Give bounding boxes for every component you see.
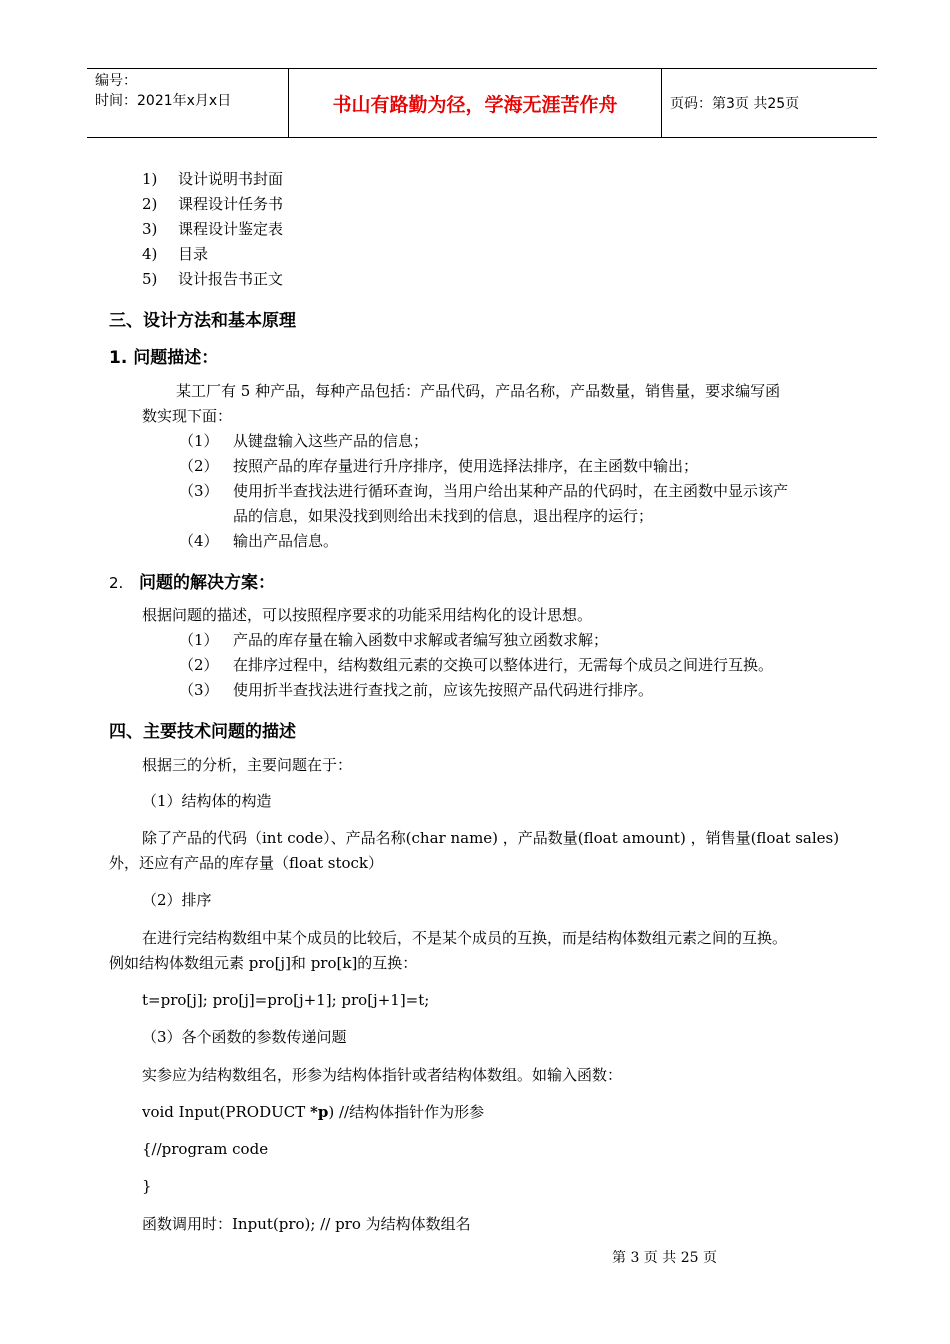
code-line: void Input(PRODUCT *p) //结构体指针作为形参	[142, 1103, 485, 1121]
list-item: （2） 按照产品的库存量进行升序排序，使用选择法排序，在主函数中输出；	[179, 457, 699, 475]
paragraph: （3）各个函数的参数传递问题	[142, 1028, 347, 1046]
paragraph: 除了产品的代码（int code）、产品名称(char name) ，产品数量(float amount) ，销售量(float sales)	[142, 829, 840, 847]
section-4-title: 四、主要技术问题的描述	[109, 722, 296, 742]
paragraph: 根据三的分析，主要问题在于：	[142, 756, 353, 774]
list-item: （3） 使用折半查找法进行查找之前，应该先按照产品代码进行排序。	[179, 681, 654, 699]
paragraph: 根据问题的描述，可以按照程序要求的功能采用结构化的设计思想。	[142, 606, 593, 624]
list-item: （1） 产品的库存量在输入函数中求解或者编写独立函数求解；	[179, 631, 609, 649]
paragraph: 数实现下面：	[142, 407, 233, 425]
paragraph: （2）排序	[142, 891, 212, 909]
code-line: t=pro[j]; pro[j]=pro[j+1]; pro[j+1]=t;	[142, 991, 430, 1009]
page-footer: 第 3 页 共 25 页	[612, 1250, 717, 1266]
section-3-title: 三、设计方法和基本原理	[109, 311, 296, 331]
list-item: （1） 从键盘输入这些产品的信息；	[179, 432, 429, 450]
code-line: {//program code	[142, 1140, 269, 1158]
list-item: 品的信息，如果没找到则给出未找到的信息，退出程序的运行；	[233, 507, 654, 525]
list-item: （2） 在排序过程中，结构数组元素的交换可以整体进行，无需每个成员之间进行互换。	[179, 656, 774, 674]
paragraph: 例如结构体数组元素 pro[j]和 pro[k]的互换：	[109, 954, 418, 972]
subsection-1-title: 1. 问题描述：	[109, 348, 219, 368]
toc-item: 4) 目录	[142, 245, 209, 263]
paragraph: （1）结构体的构造	[142, 792, 272, 810]
code-line: 函数调用时：Input(pro); // pro 为结构体数组名	[142, 1215, 471, 1233]
code-line: }	[142, 1177, 152, 1195]
paragraph: 在进行完结构数组中某个成员的比较后，不是某个成员的互换，而是结构体数组元素之间的互换。	[142, 929, 788, 947]
paragraph: 外，还应有产品的库存量（float stock）	[109, 854, 384, 872]
paragraph: 某工厂有 5 种产品，每种产品包括：产品代码，产品名称，产品数量，销售量，要求编写函	[176, 382, 781, 400]
toc-item: 3) 课程设计鉴定表	[142, 220, 284, 238]
header-time: 时间：2021年x月x日	[95, 93, 232, 109]
header-number: 编号：	[95, 73, 137, 89]
toc-item: 5) 设计报告书正文	[142, 270, 284, 288]
toc-item: 2) 课程设计任务书	[142, 195, 284, 213]
list-item: （3） 使用折半查找法进行循环查询，当用户给出某种产品的代码时，在主函数中显示该产	[179, 482, 789, 500]
paragraph: 实参应为结构数组名，形参为结构体指针或者结构体数组。如输入函数：	[142, 1066, 623, 1084]
list-item: （4） 输出产品信息。	[179, 532, 339, 550]
header-motto: 书山有路勤为径，学海无涯苦作舟	[288, 69, 662, 137]
page-header	[87, 68, 877, 138]
subsection-2-title: 2. 问题的解决方案：	[109, 573, 275, 593]
header-page: 页码：第3页 共25页	[670, 96, 800, 112]
toc-item: 1) 设计说明书封面	[142, 170, 284, 188]
header-meta	[95, 71, 285, 111]
